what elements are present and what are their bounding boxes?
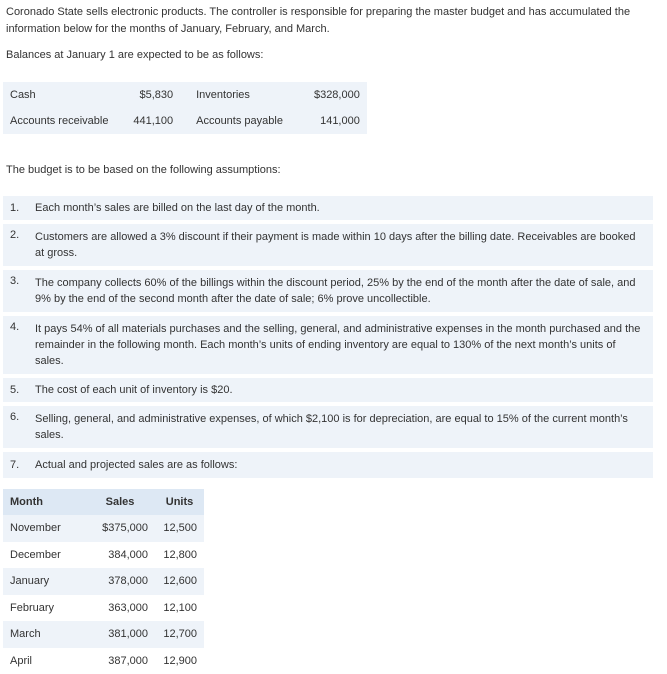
assumption-item bbox=[3, 196, 653, 220]
assumption-item bbox=[3, 378, 653, 402]
assumption-item bbox=[3, 270, 653, 312]
sales-cell: 363,000 bbox=[85, 595, 155, 622]
month-cell: April bbox=[3, 648, 85, 674]
assumption-text: The company collects 60% of the billings within the discount period, 25% by the end of the month after the date of sale, and 9% by the end of the second month after the date of sale; 6% prove uncollectible. bbox=[35, 275, 653, 307]
table-row bbox=[3, 515, 204, 542]
assumption-number: 6. bbox=[3, 411, 35, 443]
balance-value: 441,100 bbox=[115, 108, 180, 134]
units-cell: 12,500 bbox=[155, 515, 204, 542]
column-header-month: Month bbox=[3, 489, 85, 515]
intro-text: Coronado State sells electronic products. The controller is responsible for preparing the master budget and has accumulated the information below for the months of January, February, and March. bbox=[6, 4, 656, 38]
assumption-text: Each month’s sales are billed on the last day of the month. bbox=[35, 200, 653, 216]
sales-table bbox=[3, 489, 204, 674]
assumption-item bbox=[3, 406, 653, 448]
table-row bbox=[3, 568, 204, 595]
table-row bbox=[3, 621, 204, 648]
assumption-number: 5. bbox=[3, 384, 35, 396]
units-cell: 12,700 bbox=[155, 621, 204, 648]
assumption-item bbox=[3, 316, 653, 374]
assumption-text: It pays 54% of all materials purchases and the selling, general, and administrative expenses in the month purchased and the remainder in the following month. Each month’s units of ending inventory are equal to 130% of the next month’s units of sales. bbox=[35, 321, 653, 369]
month-cell: January bbox=[3, 568, 85, 595]
units-cell: 12,900 bbox=[155, 648, 204, 674]
balances-table bbox=[3, 82, 367, 134]
table-row bbox=[3, 595, 204, 622]
units-cell: 12,800 bbox=[155, 542, 204, 569]
balance-label: Cash bbox=[3, 82, 115, 108]
sales-cell: 387,000 bbox=[85, 648, 155, 674]
sales-cell: 378,000 bbox=[85, 568, 155, 595]
sales-cell: $375,000 bbox=[85, 515, 155, 542]
balance-value: $328,000 bbox=[290, 82, 367, 108]
assumption-text: Selling, general, and administrative expenses, of which $2,100 is for depreciation, are equal to 15% of the current month’s sales. bbox=[35, 411, 653, 443]
month-cell: February bbox=[3, 595, 85, 622]
column-header-units: Units bbox=[155, 489, 204, 515]
assumption-number: 3. bbox=[3, 275, 35, 307]
sales-cell: 384,000 bbox=[85, 542, 155, 569]
sales-cell: 381,000 bbox=[85, 621, 155, 648]
assumption-number: 2. bbox=[3, 229, 35, 261]
table-row bbox=[3, 542, 204, 569]
assumption-text: Actual and projected sales are as follows: bbox=[35, 457, 653, 473]
month-cell: March bbox=[3, 621, 85, 648]
assumption-item bbox=[3, 224, 653, 266]
balances-label: Balances at January 1 are expected to be as follows: bbox=[6, 49, 263, 61]
balance-value: $5,830 bbox=[115, 82, 180, 108]
table-row bbox=[3, 648, 204, 674]
month-cell: November bbox=[3, 515, 85, 542]
balance-row bbox=[3, 108, 367, 134]
balance-value: 141,000 bbox=[290, 108, 367, 134]
balance-label: Inventories bbox=[180, 82, 290, 108]
assumption-number: 1. bbox=[3, 202, 35, 214]
units-cell: 12,100 bbox=[155, 595, 204, 622]
balance-row bbox=[3, 82, 367, 108]
balance-label: Accounts receivable bbox=[3, 108, 115, 134]
units-cell: 12,600 bbox=[155, 568, 204, 595]
sales-header-row bbox=[3, 489, 204, 515]
balance-label: Accounts payable bbox=[180, 108, 290, 134]
assumption-number: 4. bbox=[3, 321, 35, 369]
assumption-text: Customers are allowed a 3% discount if their payment is made within 10 days after the billing date. Receivables are booked at gross. bbox=[35, 229, 653, 261]
month-cell: December bbox=[3, 542, 85, 569]
assumptions-label: The budget is to be based on the following assumptions: bbox=[6, 164, 281, 176]
assumption-text: The cost of each unit of inventory is $20. bbox=[35, 382, 653, 398]
assumption-number: 7. bbox=[3, 459, 35, 471]
column-header-sales: Sales bbox=[85, 489, 155, 515]
assumption-item bbox=[3, 452, 653, 478]
assumptions-list bbox=[3, 196, 653, 482]
